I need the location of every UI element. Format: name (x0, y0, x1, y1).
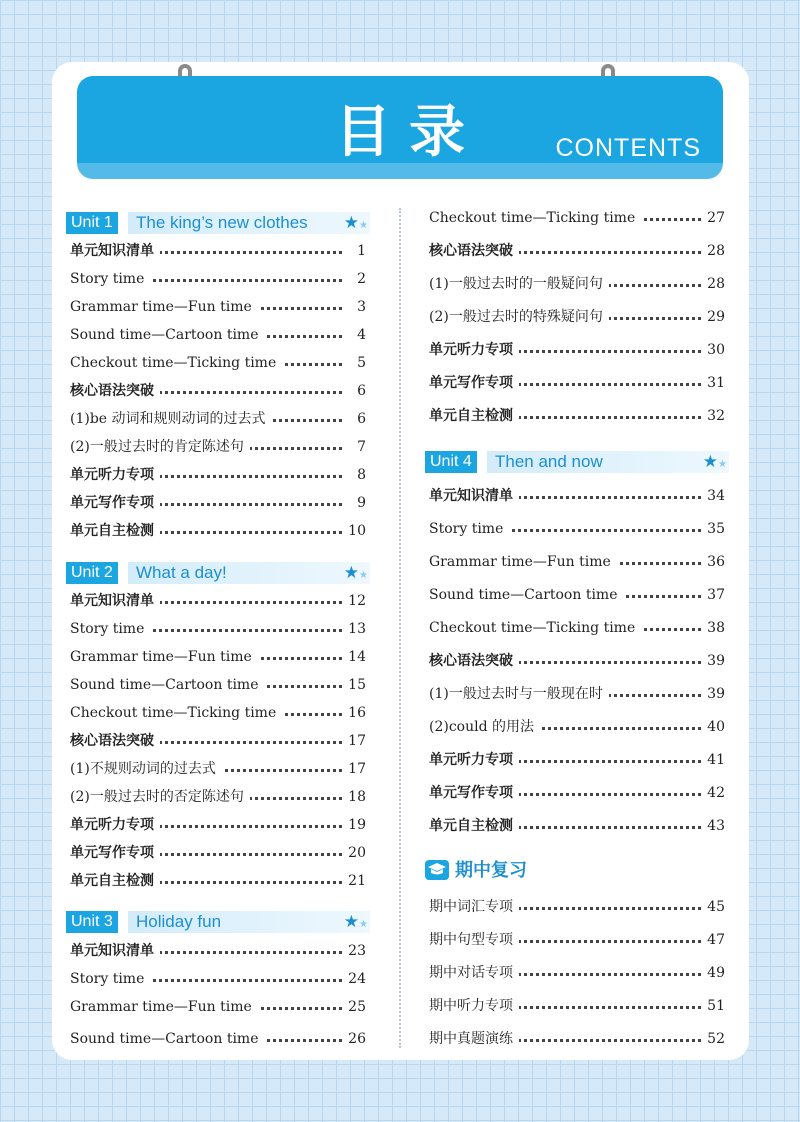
toc-entry-page: 1 (351, 240, 366, 262)
toc-entry[interactable] (70, 730, 366, 752)
toc-entry-label: 单元自主检测 (429, 405, 519, 427)
star-icon: ★★ (702, 452, 727, 472)
unit-title: Holiday fun (136, 912, 222, 931)
toc-entry-page: 7 (351, 436, 366, 458)
toc-entry[interactable] (70, 618, 366, 640)
toc-entry-page: 9 (351, 492, 366, 514)
toc-entry-page: 34 (701, 485, 725, 507)
toc-entry-page: 47 (701, 929, 725, 951)
toc-entry-label: Checkout time—Ticking time (429, 617, 641, 639)
toc-entry[interactable] (70, 842, 366, 864)
toc-entry-label: Story time (70, 268, 150, 290)
toc-entry-page: 14 (342, 646, 366, 668)
toc-entry-label: Grammar time—Fun time (70, 296, 258, 318)
unit-title: What a day! (136, 563, 227, 582)
toc-entry-page: 6 (351, 380, 366, 402)
toc-entry-label: 单元听力专项 (70, 814, 160, 836)
toc-entry-page: 52 (701, 1028, 725, 1050)
midterm-header[interactable] (425, 858, 625, 884)
toc-entry-page: 24 (342, 968, 366, 990)
unit-header[interactable] (66, 562, 370, 584)
toc-entry-page: 36 (701, 551, 725, 573)
toc-entry[interactable] (70, 702, 366, 724)
toc-entry-page: 30 (701, 339, 725, 361)
toc-entry-label: Grammar time—Fun time (70, 996, 258, 1018)
toc-entry-label: Checkout time—Ticking time (70, 702, 282, 724)
unit-title: Then and now (495, 452, 603, 471)
toc-entry[interactable] (70, 436, 366, 458)
toc-entry[interactable] (70, 646, 366, 668)
toc-entry-label: 单元听力专项 (429, 749, 519, 771)
star-icon: ★★ (343, 563, 368, 583)
toc-entry-label: Story time (70, 618, 150, 640)
toc-entry-page: 10 (342, 520, 366, 542)
column-divider (399, 208, 401, 1048)
toc-entry-page: 39 (701, 683, 725, 705)
toc-entry[interactable] (429, 273, 725, 295)
toc-entry-label: 期中词汇专项 (429, 896, 519, 918)
toc-entry-page: 32 (701, 405, 725, 427)
toc-entry[interactable] (429, 683, 725, 705)
toc-entry[interactable] (429, 716, 725, 738)
toc-entry-label: 期中句型专项 (429, 929, 519, 951)
toc-entry-label: 单元知识清单 (70, 590, 160, 612)
toc-entry-label: 期中听力专项 (429, 995, 519, 1017)
toc-entry-label: (1)be 动词和规则动词的过去式 (70, 408, 272, 430)
toc-entry[interactable] (429, 782, 725, 804)
toc-entry[interactable] (429, 815, 725, 837)
toc-entry-page: 49 (701, 962, 725, 984)
unit-badge: Unit 3 (66, 911, 118, 933)
midterm-title: 期中复习 (455, 860, 527, 881)
toc-entry-label: (2)could 的用法 (429, 716, 540, 738)
toc-entry[interactable] (70, 352, 366, 374)
toc-entry-page: 38 (701, 617, 725, 639)
toc-entry[interactable] (70, 268, 366, 290)
toc-entry-label: (2)一般过去时的肯定陈述句 (70, 436, 250, 458)
toc-entry-page: 28 (701, 273, 725, 295)
star-icon: ★★ (343, 912, 368, 932)
toc-entry-label: 期中对话专项 (429, 962, 519, 984)
toc-entry[interactable] (429, 207, 725, 229)
toc-entry-page: 31 (701, 372, 725, 394)
toc-entry-page: 26 (342, 1028, 366, 1050)
toc-entry-label: Sound time—Cartoon time (70, 674, 265, 696)
toc-entry[interactable] (70, 674, 366, 696)
toc-entry-page: 21 (342, 870, 366, 892)
toc-entry[interactable] (429, 929, 725, 951)
toc-entry-page: 37 (701, 584, 725, 606)
toc-entry-label: 单元知识清单 (70, 240, 160, 262)
toc-entry-label: Checkout time—Ticking time (70, 352, 282, 374)
toc-entry-page: 8 (351, 464, 366, 486)
toc-entry-label: 期中真题演练 (429, 1028, 519, 1050)
toc-entry-label: 核心语法突破 (429, 650, 519, 672)
toc-entry-label: Story time (70, 968, 150, 990)
toc-entry-page: 28 (701, 240, 725, 262)
toc-entry-page: 17 (342, 730, 366, 752)
toc-entry[interactable] (70, 870, 366, 892)
unit-badge: Unit 4 (425, 451, 477, 473)
toc-entry-label: 核心语法突破 (70, 380, 160, 402)
unit-badge: Unit 2 (66, 562, 118, 584)
toc-entry-page: 19 (342, 814, 366, 836)
toc-entry[interactable] (429, 584, 725, 606)
toc-entry[interactable] (429, 372, 725, 394)
toc-entry[interactable] (429, 405, 725, 427)
toc-entry[interactable] (429, 485, 725, 507)
toc-entry-label: 单元听力专项 (70, 464, 160, 486)
toc-entry-page: 16 (342, 702, 366, 724)
toc-entry[interactable] (429, 306, 725, 328)
toc-entry[interactable] (70, 940, 366, 962)
toc-entry[interactable] (429, 650, 725, 672)
toc-entry[interactable] (70, 814, 366, 836)
toc-entry[interactable] (70, 996, 366, 1018)
header-banner (77, 76, 723, 179)
toc-entry-page: 40 (701, 716, 725, 738)
toc-entry-label: 单元自主检测 (70, 520, 160, 542)
toc-entry-label: Sound time—Cartoon time (70, 324, 265, 346)
toc-entry[interactable] (70, 240, 366, 262)
toc-entry-label: (1)一般过去时与一般现在时 (429, 683, 609, 705)
toc-entry-page: 27 (701, 207, 725, 229)
toc-entry-page: 13 (342, 618, 366, 640)
toc-entry-page: 43 (701, 815, 725, 837)
toc-entry[interactable] (429, 339, 725, 361)
toc-entry[interactable] (70, 520, 366, 542)
toc-entry-label: 核心语法突破 (70, 730, 160, 752)
toc-entry[interactable] (429, 240, 725, 262)
toc-entry-page: 35 (701, 518, 725, 540)
unit-header[interactable] (425, 451, 729, 473)
toc-entry-label: 核心语法突破 (429, 240, 519, 262)
toc-entry-page: 51 (701, 995, 725, 1017)
toc-entry[interactable] (70, 464, 366, 486)
toc-entry-label: (2)一般过去时的特殊疑问句 (429, 306, 609, 328)
toc-entry-page: 42 (701, 782, 725, 804)
toc-entry-label: 单元写作专项 (429, 782, 519, 804)
toc-entry-page: 17 (342, 758, 366, 780)
toc-entry-label: 单元自主检测 (429, 815, 519, 837)
toc-entry-page: 5 (351, 352, 366, 374)
toc-entry[interactable] (70, 380, 366, 402)
toc-entry-label: Sound time—Cartoon time (70, 1028, 265, 1050)
unit-badge: Unit 1 (66, 212, 118, 234)
toc-entry[interactable] (429, 617, 725, 639)
graduation-cap-icon (425, 860, 449, 880)
toc-entry[interactable] (70, 492, 366, 514)
toc-entry[interactable] (429, 1028, 725, 1050)
toc-entry[interactable] (70, 1028, 366, 1050)
toc-entry[interactable] (70, 968, 366, 990)
toc-entry-page: 39 (701, 650, 725, 672)
toc-entry-page: 3 (351, 296, 366, 318)
toc-entry-label: 单元知识清单 (70, 940, 160, 962)
toc-entry-page: 4 (351, 324, 366, 346)
toc-entry-label: 单元自主检测 (70, 870, 160, 892)
toc-entry-label: 单元写作专项 (70, 842, 160, 864)
toc-entry-page: 29 (701, 306, 725, 328)
toc-entry-label: Story time (429, 518, 509, 540)
toc-entry-page: 18 (342, 786, 366, 808)
toc-entry-page: 23 (342, 940, 366, 962)
toc-entry[interactable] (70, 590, 366, 612)
toc-entry-label: Sound time—Cartoon time (429, 584, 624, 606)
toc-entry-page: 20 (342, 842, 366, 864)
toc-entry-page: 15 (342, 674, 366, 696)
toc-entry-label: 单元听力专项 (429, 339, 519, 361)
toc-entry[interactable] (429, 995, 725, 1017)
unit-header[interactable] (66, 911, 370, 933)
toc-entry-page: 41 (701, 749, 725, 771)
star-icon: ★★ (343, 213, 368, 233)
unit-title: The king’s new clothes (136, 213, 308, 232)
toc-entry[interactable] (429, 518, 725, 540)
toc-entry-label: 单元知识清单 (429, 485, 519, 507)
toc-entry[interactable] (70, 324, 366, 346)
page-subtitle: CONTENTS (555, 134, 701, 162)
toc-entry[interactable] (429, 896, 725, 918)
toc-entry[interactable] (70, 786, 366, 808)
toc-entry[interactable] (70, 296, 366, 318)
toc-entry-label: (1)不规则动词的过去式 (70, 758, 222, 780)
toc-entry-page: 6 (351, 408, 366, 430)
toc-entry-label: Grammar time—Fun time (70, 646, 258, 668)
unit-header[interactable] (66, 212, 370, 234)
toc-entry[interactable] (70, 408, 366, 430)
toc-entry-page: 2 (351, 268, 366, 290)
toc-entry[interactable] (70, 758, 366, 780)
toc-entry-page: 12 (342, 590, 366, 612)
toc-entry-label: 单元写作专项 (429, 372, 519, 394)
toc-entry-page: 45 (701, 896, 725, 918)
toc-entry[interactable] (429, 962, 725, 984)
toc-entry-label: (2)一般过去时的否定陈述句 (70, 786, 250, 808)
toc-entry[interactable] (429, 551, 725, 573)
toc-entry-label: Grammar time—Fun time (429, 551, 617, 573)
toc-entry-label: (1)一般过去时的一般疑问句 (429, 273, 609, 295)
toc-entry[interactable] (429, 749, 725, 771)
toc-entry-page: 25 (342, 996, 366, 1018)
toc-entry-label: Checkout time—Ticking time (429, 207, 641, 229)
page-title: 目录 (335, 100, 483, 165)
toc-entry-label: 单元写作专项 (70, 492, 160, 514)
